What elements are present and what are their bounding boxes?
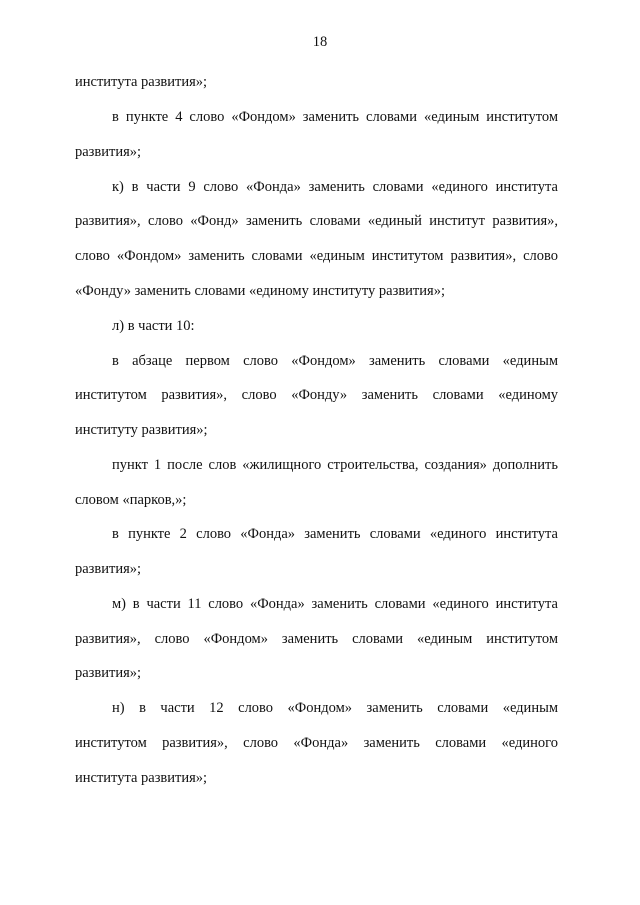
text-line: института развития»; [75,770,208,786]
text-line: л) в части 10: [112,318,195,334]
text-line: развития», слово «Фондом» заменить словами «единым институтом [75,631,558,647]
text-line: институтом развития», слово «Фонда» заменить словами «единого [75,735,558,751]
text-line: м) в части 11 слово «Фонда» заменить словами «единого института [112,596,558,612]
text-line: в пункте 4 слово «Фондом» заменить словами «единым институтом [112,109,558,125]
page-number: 18 [312,34,328,50]
text-line: «Фонду» заменить словами «единому институту развития»; [75,283,445,299]
text-line: к) в части 9 слово «Фонда» заменить словами «единого института [112,179,558,195]
text-line: слово «Фондом» заменить словами «единым институтом развития», слово [75,248,558,264]
text-line: развития»; [75,665,142,681]
text-line: институту развития»; [75,422,208,438]
text-line: словом «парков,»; [75,492,187,508]
text-line: в пункте 2 слово «Фонда» заменить словами «единого института [112,526,558,542]
text-line: развития», слово «Фонд» заменить словами «единый институт развития», [75,213,558,229]
text-line: развития»; [75,144,142,160]
text-line: пункт 1 после слов «жилищного строительства, создания» дополнить [112,457,558,473]
text-line: н) в части 12 слово «Фондом» заменить словами «единым [112,700,558,716]
text-line: институтом развития», слово «Фонду» заменить словами «единому [75,387,558,403]
text-line: в абзаце первом слово «Фондом» заменить словами «единым [112,353,558,369]
text-line: развития»; [75,561,142,577]
text-line: института развития»; [75,74,208,90]
